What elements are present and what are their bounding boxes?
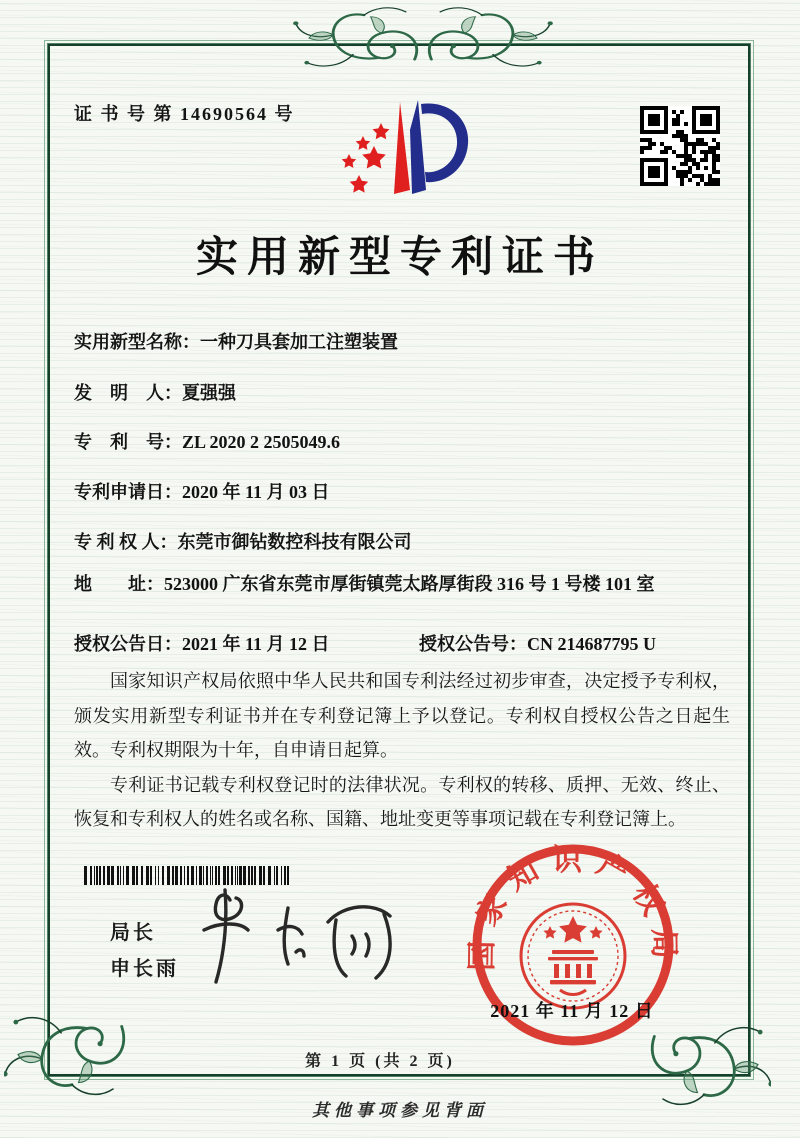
field-value: 523000 广东省东莞市厚街镇莞太路厚街段 316 号 1 号楼 101 室	[164, 574, 655, 594]
page-indicator: 第 1 页 (共 2 页)	[305, 1053, 455, 1070]
bottom-left-ornament	[4, 972, 139, 1107]
field-patentee	[74, 528, 412, 554]
field-filing-date	[74, 478, 330, 504]
field-value: 一种刀具套加工注塑装置	[200, 332, 398, 352]
top-ornament	[268, 2, 578, 72]
cnipa-logo-icon	[322, 90, 478, 206]
back-side-note: 其他事项参见背面	[312, 1101, 488, 1120]
field-label: 地 址：	[74, 574, 164, 594]
field-value: 东莞市御钻数控科技有限公司	[177, 532, 412, 552]
qr-code	[640, 106, 720, 186]
field-label: 授权公告号：	[419, 634, 527, 654]
director-name: 申长雨	[110, 958, 179, 980]
field-label: 发 明 人：	[74, 383, 182, 403]
field-value: 2021 年 11 月 12 日	[182, 634, 330, 654]
paragraph-grant-statement: 国家知识产权局依照中华人民共和国专利法经过初步审查，决定授予专利权，颁发实用新型专利证书并在专利登记簿上予以登记。专利权自授权公告之日起生效。专利权期限为十年，自申请日起算。	[74, 671, 730, 761]
body-text	[74, 664, 730, 837]
seal-date: 2021 年 11 月 12 日	[490, 1001, 654, 1021]
field-value: CN 214687795 U	[527, 634, 656, 654]
national-emblem-icon	[521, 904, 625, 1008]
field-value: 2020 年 11 月 03 日	[182, 482, 330, 502]
field-inventor	[74, 379, 236, 405]
field-patent-number	[74, 428, 340, 454]
field-address	[74, 571, 674, 597]
field-label: 专利申请日：	[74, 482, 182, 502]
seal-org-text: 国家知识产权局	[466, 844, 680, 972]
field-grant-number	[419, 630, 734, 656]
certificate-title: 实用新型专利证书	[195, 235, 604, 281]
field-utility-model-name	[74, 328, 398, 354]
director-signature	[192, 878, 412, 998]
field-label: 实用新型名称：	[74, 332, 200, 352]
field-value: 夏强强	[182, 383, 236, 403]
certificate-number: 证 书 号 第 14690564 号	[74, 104, 295, 124]
field-grant-date	[74, 630, 419, 656]
field-value: ZL 2020 2 2505049.6	[182, 432, 341, 452]
field-label: 专 利 权 人：	[74, 532, 178, 552]
paragraph-register-statement: 专利证书记载专利权登记时的法律状况。专利权的转移、质押、无效、终止、恢复和专利权人的姓名或名称、国籍、地址变更等事项记载在专利登记簿上。	[74, 774, 730, 830]
field-label: 专 利 号：	[74, 432, 182, 452]
grant-row	[74, 630, 734, 656]
field-label: 授权公告日：	[74, 634, 182, 654]
director-title: 局长	[110, 922, 156, 944]
